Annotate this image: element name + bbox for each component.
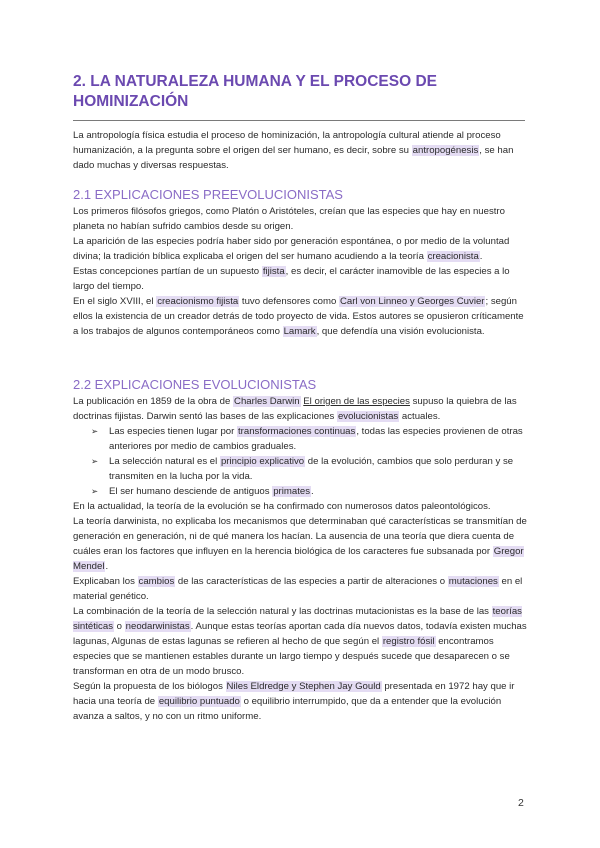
arrow-bullet-icon: ➢ — [91, 426, 99, 436]
book-title: El origen de las especies — [303, 396, 410, 407]
section-preevolucionistas — [73, 186, 528, 339]
paragraph: Estas concepciones partían de un supuesto fijista, es decir, el carácter inamovible de las especies a lo largo del tiempo. — [73, 266, 510, 292]
highlight: teorías sintéticas — [73, 606, 522, 632]
highlight: Niles Eldredge y Stephen Jay Gould — [226, 681, 381, 692]
paragraph: La teoría darwinista, no explicaba los mecanismos que determinaban qué características se transmitían de generación en generación, ni de qué manera los hacían. La ausencia de una teoría que diera cuenta de cuáles eran los factores que influyen en la herencia biológica de los caracteres fue subsanada por Gregor Mendel. — [73, 516, 527, 572]
highlight: fijista — [262, 266, 285, 277]
highlight: principio explicativo — [220, 456, 305, 467]
section-heading-evolucionistas: 2.2 EXPLICACIONES EVOLUCIONISTAS — [73, 377, 317, 392]
highlight: transformaciones continuas — [238, 426, 356, 437]
list-item: ➢ La selección natural es el principio explicativo de la evolución, cambios que solo perduran y se transmiten en la lucha por la vida. — [91, 456, 514, 482]
highlight: Charles Darwin — [234, 396, 300, 407]
highlight: Gregor Mendel — [73, 546, 524, 572]
paragraph: Los primeros filósofos griegos, como Platón o Aristóteles, creían que las especies que hay en nuestro planeta no habían sufrido cambios desde su origen. — [73, 206, 505, 232]
highlight: registro fósil — [382, 636, 435, 647]
section-heading-preevolucionistas: 2.1 EXPLICACIONES PREEVOLUCIONISTAS — [73, 187, 343, 202]
title-divider — [73, 120, 525, 121]
highlight: equilibrio puntuado — [158, 696, 240, 707]
arrow-bullet-icon: ➢ — [91, 486, 99, 496]
paragraph: En la actualidad, la teoría de la evolución se ha confirmado con numerosos datos paleontológicos. — [73, 501, 491, 512]
paragraph: La aparición de las especies podría haber sido por generación espontánea, o por medio de la voluntad divina; la tradición bíblica explicaba el origen del ser humano acudiendo a la teoría creacionista. — [73, 236, 510, 262]
highlight: Lamark — [283, 326, 316, 337]
highlight: primates — [273, 486, 310, 497]
paragraph: En el siglo XVIII, el creacionismo fijista tuvo defensores como Carl von Linneo y Georges Cuvier; según ellos la existencia de un creador detrás de todo proyecto de vida. Estos autores se opusieron críticamente a los trabajos de algunos contemporáneos como Lamark, que defendía una visión evolucionista. — [73, 296, 524, 337]
paragraph: La combinación de la teoría de la selección natural y las doctrinas mutacionistas es la base de las teorías sintéticas o neodarwinistas. Aunque estas teorías aportan cada día nuevos datos, todavía existen muchas lagunas, Algunas de estas lagunas se refieren al hecho de que según el registro fósil encontramos especies que se mantienen estables durante un largo tiempo y después sucede que desaparecen o se transforman en otra de un modo brusco. — [73, 606, 527, 677]
paragraph: La publicación en 1859 de la obra de Charles Darwin El origen de las especies supuso la quiebra de las doctrinas fijistas. Darwin sentó las bases de las explicaciones evolucionistas actuales. — [73, 396, 517, 422]
highlight: creacionismo fijista — [157, 296, 239, 307]
bullet-list — [73, 424, 528, 499]
paragraph: Explicaban los cambios de las características de las especies a partir de alteraciones o mutaciones en el material genético. — [73, 576, 523, 602]
highlight: creacionista — [427, 251, 479, 262]
list-item: ➢ El ser humano desciende de antiguos primates. — [91, 486, 314, 497]
highlight: cambios — [138, 576, 175, 587]
arrow-bullet-icon: ➢ — [91, 456, 99, 466]
paragraph: Según la propuesta de los biólogos Niles Eldredge y Stephen Jay Gould presentada en 1972 hay que ir hacia una teoría de equilibrio puntuado o equilibrio interrumpido, que da a entender que la evolución avanza a saltos, y no con un ritmo uniforme. — [73, 681, 515, 722]
page-title: 2. LA NATURALEZA HUMANA Y EL PROCESO DE HOMINIZACIÓN — [73, 73, 437, 110]
list-item: ➢ Las especies tienen lugar por transformaciones continuas, todas las especies provienen de otras anteriores por medio de cambios graduales. — [91, 426, 523, 452]
highlight: Carl von Linneo y Georges Cuvier — [339, 296, 485, 307]
highlight: mutaciones — [448, 576, 498, 587]
page-number: 2 — [518, 797, 524, 809]
section-evolucionistas — [73, 376, 528, 724]
highlight: evolucionistas — [337, 411, 399, 422]
highlight: neodarwinistas — [125, 621, 190, 632]
intro-paragraph — [73, 128, 528, 173]
intro-text: La antropología física estudia el proceso de hominización, la antropología cultural atiende al proceso humanización, a la pregunta sobre el origen del ser humano, es decir, sobre su antropogénesis, se han dado muchas y diversas respuestas. — [73, 130, 514, 171]
highlight-antropogenesis: antropogénesis — [412, 145, 479, 156]
